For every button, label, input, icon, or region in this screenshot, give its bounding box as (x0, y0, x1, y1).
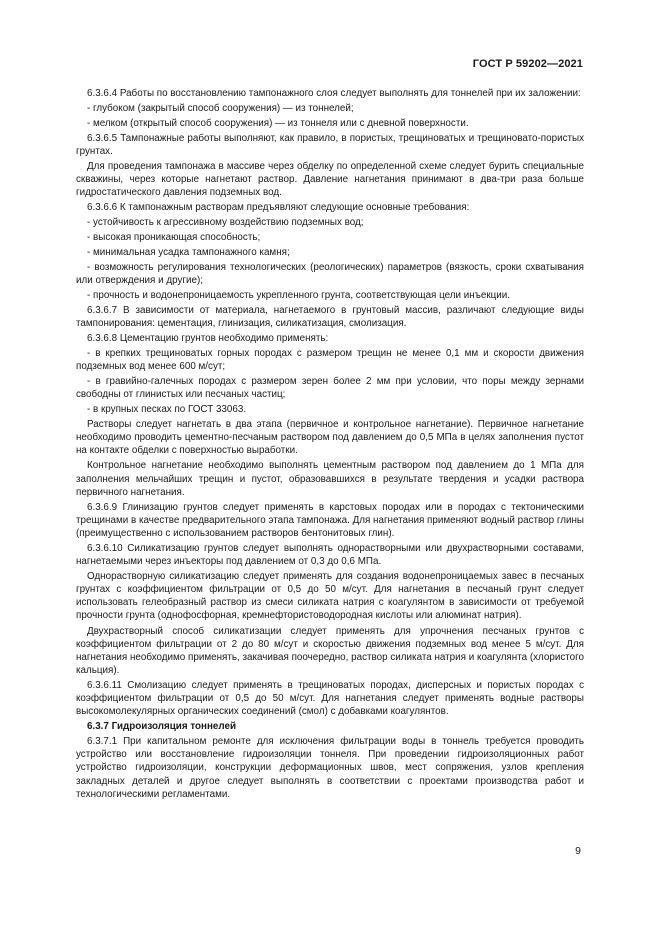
list-item: - в крепких трещиноватых горных породах с размером трещин не менее 0,1 мм и скорости движения подземных вод менее 600 м/сут; (76, 348, 584, 373)
paragraph: 6.3.6.5 Тампонажные работы выполняют, как правило, в пористых, трещиноватых и трещиновато-пористых грунтах. (76, 132, 584, 157)
list-item: - глубоком (закрытый способ сооружения) — из тоннелей; (87, 103, 354, 115)
paragraph: Однорастворную силикатизацию следует применять для создания водонепроницаемых завес в песчаных грунтах с коэффициентом фильтрации от 0,5 до 50 м/сут. Для нагнетания в песчаный грунт следует использовать гелеобразный раствор из смеси силиката натрия с коагулянтом в зависимости от требуемой прочности грунта (однофосфорная, кремнефтористоводородная кислоты или алюминат натрия). (76, 571, 584, 622)
list-item: - возможность регулирования технологических (реологических) параметров (вязкость, сроки схватывания или отверждения и другие); (76, 262, 584, 287)
paragraph: Контрольное нагнетание необходимо выполнять цементным раствором под давлением до 1 МПа для заполнения мельчайших трещин и пустот, образовавшихся в результате твердения и усадки раствора первичного нагнетания. (76, 460, 584, 498)
document-code-header: ГОСТ Р 59202—2021 (472, 58, 583, 70)
list-item: - в гравийно-галечных породах с размером зерен более 2 мм при условии, что поры между зернами свободны от глинистых или песчаных частиц; (76, 376, 584, 401)
list-item: - минимальная усадка тампонажного камня; (87, 247, 290, 259)
section-heading: 6.3.7 Гидроизоляция тоннелей (87, 721, 237, 733)
paragraph: 6.3.6.7 В зависимости от материала, нагнетаемого в грунтовый массив, различают следующие виды тампонирования: цементация, глинизация, силикатизация, смолизация. (76, 304, 584, 330)
list-item: - мелком (открытый способ сооружения) — из тоннеля или с дневной поверхности. (87, 117, 469, 129)
document-body (76, 87, 584, 803)
paragraph: 6.3.6.10 Силикатизацию грунтов следует выполнять однорастворными или двухрастворными составами, нагнетаемыми через инъекторы под давлением от 0,3 до 0,6 МПа. (76, 542, 584, 568)
list-item: - прочность и водонепроницаемость укрепленного грунта, соответствующая цели инъекции. (87, 290, 511, 302)
list-item: - высокая проникающая способность; (87, 232, 261, 244)
paragraph: 6.3.7.1 При капитальном ремонте для исключения фильтрации воды в тоннель требуется проводить устройство или восстановление гидроизоляции тоннеля. При проведении гидроизоляционных работ устройство гидроизоляции, конструкции деформационных швов, мест сопряжения, узлов крепления закладных деталей и другое следует выполнять в соответствии с проектами производства работ и технологическими регламентами. (76, 736, 584, 800)
paragraph: Для проведения тампонажа в массиве через обделку по определенной схеме следует бурить специальные скважины, через которые нагнетают раствор. Давление нагнетания принимают в два-три раза больше гидростатического давления подземных вод. (76, 161, 584, 199)
list-item: - в крупных песках по ГОСТ 33063. (87, 404, 247, 416)
paragraph: 6.3.6.8 Цементацию грунтов необходимо применять: (87, 333, 329, 345)
list-item: - устойчивость к агрессивному воздействию подземных вод; (87, 217, 364, 229)
paragraph: 6.3.6.11 Смолизацию следует применять в трещиноватых породах, дисперсных и пористых породах с коэффициентом фильтрации от 0,5 до 50 м/сут. Для нагнетания следует применять водные растворы высокомолекулярных органических соединений (смол) с добавками коагулянтов. (76, 679, 584, 718)
paragraph: 6.3.6.6 К тампонажным растворам предъявляют следующие основные требования: (87, 202, 470, 214)
paragraph: Растворы следует нагнетать в два этапа (первичное и контрольное нагнетание). Первичное нагнетание необходимо проводить цементно-песчаным раствором под давлением до 0,5 МПа в целях заполнения пустот на контакте обделки с поверхностью выработки. (76, 419, 584, 457)
paragraph: 6.3.6.9 Глинизацию грунтов следует применять в карстовых породах или в породах с тектоническими трещинами в качестве предварительного этапа тампонажа. Для нагнетания применяют водный раствор глины (преимущественно с использованием растворов бентонитовых глин). (76, 501, 584, 539)
paragraph: Двухрастворный способ силикатизации следует применять для упрочнения песчаных грунтов с коэффициентом фильтрации от 2 до 80 м/сут и скоростью движения подземных вод менее 5 м/сут. Для нагнетания необходимо применять, закачивая поочередно, раствор силиката натрия и коагулянта (хлористого кальция). (76, 625, 584, 676)
page-number: 9 (575, 845, 581, 857)
paragraph: 6.3.6.4 Работы по восстановлению тампонажного слоя следует выполнять для тоннелей при их заложении: (87, 88, 581, 99)
